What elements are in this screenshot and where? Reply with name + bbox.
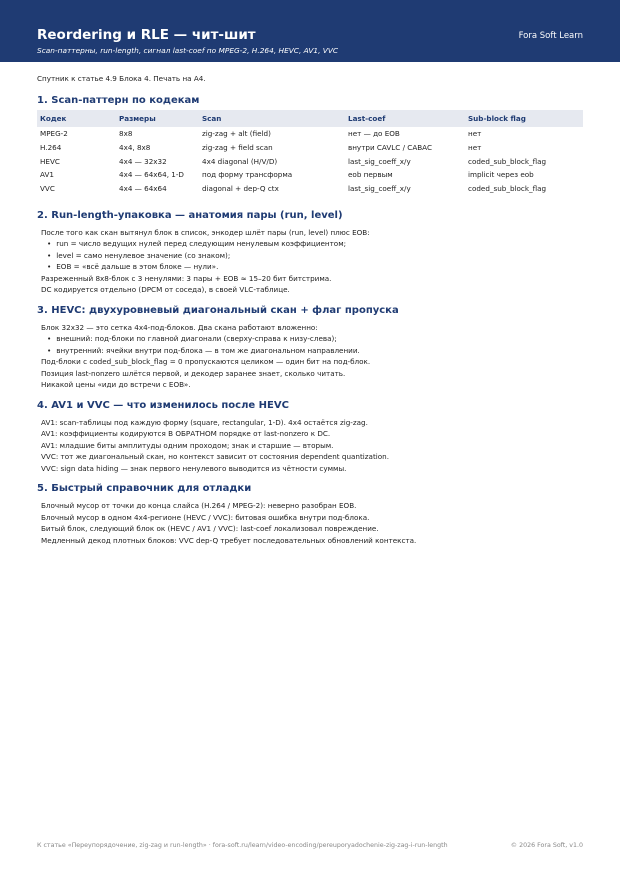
section-3-heading: 3. HEVC: двухуровневый диагональный скан + флаг пропуска [37,304,399,316]
column-header: Кодек [37,110,116,127]
section-2-body [41,227,583,296]
column-header: Last-coef [345,110,465,127]
body-line: Позиция last-nonzero шлётся первой, и декодер заранее знает, сколько читать. [41,368,346,378]
table-cell: MPEG-2 [40,129,68,138]
body-line: Блок 32x32 — это сетка 4x4-под-блоков. Два скана работают вложенно: [41,322,318,332]
table-cell: под форму трансформа [202,170,293,180]
section-5-heading: 5. Быстрый справочник для отладки [37,483,252,495]
body-line: Под-блоки с coded_sub_block_flag = 0 пропускаются целиком — один бит на под-блок. [41,357,371,367]
body-line: Разреженный 8x8-блок с 3 ненулями: 3 пары + EOB ≈ 15–20 бит битстрима. [41,273,332,283]
bullet-item: • level = само ненулевое значение (со знаком); [41,250,583,262]
intro-text: Спутник к статье 4.9 Блока 4. Печать на A4. [37,74,206,83]
table-cell: zig-zag + field scan [202,142,273,152]
section-4-heading: 4. AV1 и VVC — что изменилось после HEVC [37,399,289,411]
table-row [37,155,583,169]
body-line: Блочный мусор от точки до конца слайса (H.264 / MPEG-2): неверно разобран EOB. [41,501,357,511]
column-header: Sub-block flag [465,110,583,127]
table-row [37,141,583,155]
table-cell: VVC [40,184,55,194]
footer-source-link[interactable]: К статье «Переупорядочение, zig-zag и run-length» · fora-soft.ru/learn/video-encoding/pereuporyadochenie-zig-zag-i-run-length [37,842,448,849]
section-5-body [41,500,583,546]
body-line: VVC: тот же диагональный скан, но контекст зависит от состояния dependent quantization. [41,452,390,462]
content [37,74,583,546]
body-line: Битый блок, следующий блок ок (HEVC / AV1 / VVC): last-coef локализовал повреждение. [41,524,379,534]
table-cell: 4x4, 8x8 [119,142,151,152]
table-header-row [37,110,583,127]
body-line: AV1: младшие биты амплитуды одним проходом; знак и старшие — вторым. [41,440,334,450]
section-1-heading: 1. Scan-паттерн по кодекам [37,95,200,106]
table-cell: 8x8 [119,129,133,138]
table-cell: HEVC [40,156,60,166]
table-cell: нет [468,142,482,152]
bullet-item: • внешний: под-блоки по главной диагонали (сверху-справа к низу-слева); [41,333,583,345]
table-cell: нет — до EOB [348,129,400,138]
table-cell: eob первым [348,170,393,180]
table-cell: zig-zag + alt (field) [202,129,271,138]
column-header: Размеры [116,110,199,127]
section-3-body [41,322,583,391]
table-cell: AV1 [40,170,54,180]
table-cell: нет [468,129,482,138]
table-cell: last_sig_coeff_x/y [348,184,411,194]
codec-scan-table [37,110,583,196]
brand-label: Fora Soft Learn [518,31,583,41]
table-row [37,127,583,141]
body-line: AV1: коэффициенты кодируются В ОБРАТНОМ порядке от last-nonzero к DC. [41,429,331,439]
table-cell: diagonal + dep-Q ctx [202,184,279,194]
header-bar [0,0,620,62]
table-cell: H.264 [40,142,62,152]
table-cell: 4x4 — 64x64 [119,184,167,194]
section-2-heading: 2. Run-length-упаковка — анатомия пары (run, level) [37,209,343,221]
body-line: Блочный мусор в одном 4x4-регионе (HEVC / VVC): битовая ошибка внутри под-блока. [41,512,370,522]
section-4-body [41,417,583,475]
body-line: После того как скан вытянул блок в список, энкодер шлёт пары (run, level) плюс EOB: [41,227,370,237]
body-line: AV1: scan-таблицы под каждую форму (square, rectangular, 1-D). 4x4 остаётся zig-zag. [41,417,368,427]
body-line: DC кодируется отдельно (DPCM от соседа), в своей VLC-таблице. [41,285,290,295]
table-cell: coded_sub_block_flag [468,156,547,166]
table-cell: last_sig_coeff_x/y [348,156,411,166]
bullet-item: • run = число ведущих нулей перед следующим ненулевым коэффициентом; [41,238,583,250]
table-cell: 4x4 — 64x64, 1-D [119,170,184,180]
table-cell: coded_sub_block_flag [468,184,547,194]
bullet-item: • внутренний: ячейки внутри под-блока — в том же диагональном направлении. [41,345,583,357]
footer-copyright: © 2026 Fora Soft, v1.0 [510,842,583,849]
table-row [37,168,583,182]
table-cell: внутри CAVLC / CABAC [348,142,432,152]
footer [37,841,583,851]
body-line: Никакой цены «иди до встречи с EOB». [41,380,191,390]
body-line: Медленный декод плотных блоков: VVC dep-Q требует последовательных обновлений контекста. [41,535,417,545]
body-line: VVC: sign data hiding — знак первого ненулевого выводится из чётности суммы. [41,463,347,473]
table-cell: 4x4 — 32x32 [119,156,167,166]
table-cell: 4x4 diagonal (H/V/D) [202,156,278,166]
page-subtitle: Scan-паттерны, run-length, сигнал last-coef по MPEG-2, H.264, HEVC, AV1, VVC [37,46,339,55]
page-title: Reordering и RLE — чит-шит [37,27,256,43]
column-header: Scan [199,110,345,127]
table-row [37,182,583,196]
bullet-item: • EOB = «всё дальше в этом блоке — нули». [41,261,583,273]
table-cell: implicit через eob [468,170,534,180]
